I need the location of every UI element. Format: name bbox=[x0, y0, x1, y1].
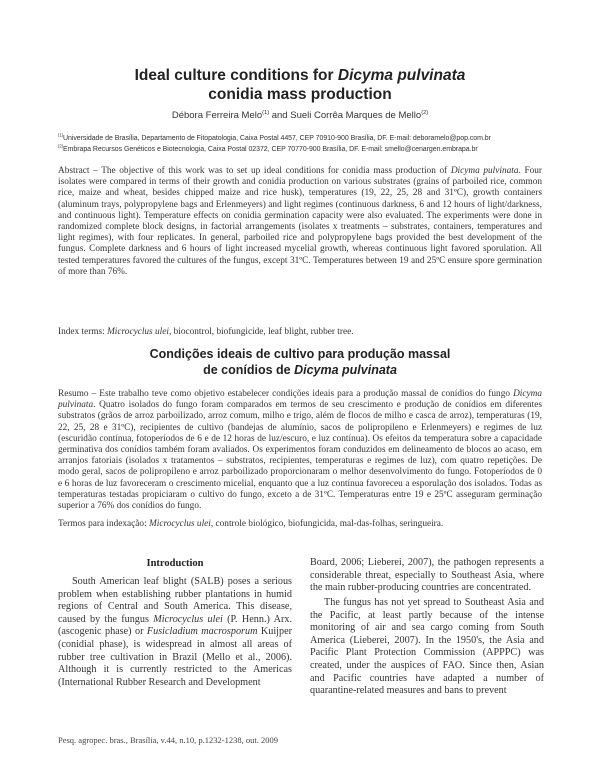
author-2: Sueli Corrêa Marques de Mello bbox=[290, 110, 422, 121]
intro-left-text-3: Kuijper (conidial phase), is widespread in almost all areas of rubber tree cultivation in Brazil (Mello et al., 2006). Although it is currently restricted to the Americas (International Rubber Research and Development bbox=[58, 626, 293, 688]
intro-left-text-2: (P. Henn.) Arx. (ascogenic phase) or bbox=[58, 613, 292, 638]
introduction-heading: Introduction bbox=[146, 558, 204, 569]
pt-title-species: Dicyma pulvinata bbox=[294, 362, 397, 377]
introduction-right-paragraph-2: The fungus has not yet spread to Southeast Asia and the Pacific, at least partly because of the intense monitoring of air and sea cargo coming from South America (Lieberei, 2007). In the 1950's, the Asia and Pacific Plant Protection Commission (APPPC) was created, under the auspices of FAO. Since then, Asian and Pacific countries have adapted a number of quarantine-related measures and bans to prevent bbox=[310, 597, 544, 697]
abstract bbox=[58, 166, 542, 278]
resumo-part1: Resumo – Este trabalho teve como objetivo estabelecer condições ideais para a produção massal de conídios do fungo bbox=[58, 389, 514, 399]
index-terms-italic: Microcyclus ulei bbox=[107, 327, 169, 337]
abstract-species: Dicyma pulvinata bbox=[450, 166, 519, 176]
resumo-part2: . Quatro isolados do fungo foram comparados em termos de seu crescimento e produção de conídios em diferentes substratos (grãos de arroz parboilizado, arroz comum, milho e trigo, além de flocos de milho e casca de arroz), temperaturas (19, 22, 25, 28 e 31ºC), recipientes de cultivo (bandejas de alumínio, sacos de polipropileno e Erlenmeyers) e regimes de luz (escuridão contínua, fotoperíodos de 6 e de 12 horas de luz/escuro, e luz contínua). Os efeitos da temperatura sobre a capacidade germinativa dos conídios também foram avaliados. Os experimentos foram conduzidos em delineamento de blocos ao acaso, em arranjos fatoriais (isolados x tratamentos – substratos, recipientes, temperaturas e regimes de luz), com quatro repetições. De modo geral, sacos de polipropileno e arroz parboilizado proporcionaram o melhor desenvolvimento do fungo. Fotoperíodos de 0 e 6 horas de luz favoreceram o crescimento micelial, enquanto que a luz contínua favoreceu a esporulação dos isolados. Todas as temperaturas testadas propiciaram o cultivo do fungo, exceto a de 31ºC. Temperaturas entre 19 e 25ºC asseguram germinação superior a 76% dos conídios do fungo. bbox=[58, 400, 542, 512]
journal-footer: Pesq. agropec. bras., Brasília, v.44, n.10, p.1232-1238, out. 2009 bbox=[58, 735, 278, 745]
portuguese-title bbox=[40, 347, 560, 378]
index-terms bbox=[58, 327, 542, 337]
title-species: Dicyma pulvinata bbox=[337, 67, 466, 84]
article-title bbox=[40, 66, 560, 104]
affiliation-2 bbox=[58, 143, 558, 153]
affiliation-1 bbox=[58, 132, 558, 142]
pt-title-line2-prefix: de conídios de bbox=[203, 362, 295, 377]
intro-left-italic-2: Fusicladium macrosporum bbox=[146, 626, 258, 638]
author-1: Débora Ferreira Melo bbox=[171, 110, 263, 121]
pt-title-line1: Condições ideais de cultivo para produção massal bbox=[149, 347, 451, 361]
author-connector: and bbox=[269, 110, 291, 121]
affiliation-2-mark: (2) bbox=[58, 143, 63, 149]
termos-indexacao bbox=[58, 519, 542, 529]
introduction-left-column bbox=[58, 576, 292, 689]
abstract-part2: . Four isolates were compared in terms of their growth and conidia production on various substrates (grains of parboiled rice, common rice, maize and wheat, besides chipped maize and rice husk), temperatures (19, 22, 25, 28 and 31ºC), growth containers (aluminum trays, polypropylene bags and Erlenmeyers) and light regimes (continuous darkness, 6 and 12 hours of light/darkness, and continuous light). Temperature effects on conidia germination capacity were also evaluated. The experiments were done in randomized complete block designs, in factorial arrangements (isolates x treatments – substrates, containers, temperatures and light regimes), with four replicates. In general, parboiled rice and polypropylene bags provided the best development of the fungus. Complete darkness and 6 hours of light increased mycelial growth, whereas continuous light favored sporulation. All tested temperatures favored the cultures of the fungus, except 31ºC. Temperatures between 19 and 25ºC ensure spore germination of more than 76%. bbox=[58, 166, 543, 277]
introduction-right-paragraph-1: Board, 2006; Lieberei, 2007), the pathogen represents a considerable threat, especially to Southeast Asia, where the main rubber-producing countries are concentrated. bbox=[310, 557, 544, 594]
affiliation-1-text: Universidade de Brasília, Departamento de Fitopatologia, Caixa Postal 4457, CEP 70910-900 Brasília, DF. E-mail: deboramelo@pop.com.br bbox=[62, 135, 491, 142]
termos-italic: Microcyclus ulei bbox=[149, 519, 211, 529]
resumo bbox=[58, 389, 542, 512]
termos-rest: , controle biológico, biofungicida, mal-das-folhas, seringueira. bbox=[210, 519, 444, 529]
author-2-mark: (2) bbox=[421, 109, 429, 116]
index-terms-rest: , biocontrol, biofungicide, leaf blight, rubber tree. bbox=[168, 327, 354, 337]
intro-left-text-1: South American leaf blight (SALB) poses a serious problem when establishing rubber plantations in humid regions of Central and South America. This disease, caused by the fungus bbox=[58, 576, 292, 625]
author-1-mark: (1) bbox=[262, 109, 270, 116]
resumo-species: Dicyma pulvinata bbox=[58, 389, 542, 411]
abstract-part1: Abstract – The objective of this work was to set up ideal conditions for conidia mass production of bbox=[58, 166, 451, 176]
affiliation-1-mark: (1) bbox=[58, 132, 63, 138]
intro-left-italic-1: Microcyclus ulei bbox=[153, 613, 223, 625]
title-prefix: Ideal culture conditions for bbox=[134, 67, 338, 84]
termos-label: Termos para indexação: bbox=[58, 519, 149, 529]
title-line2: conidia mass production bbox=[208, 86, 392, 103]
authors bbox=[40, 110, 560, 121]
affiliation-2-text: Embrapa Recursos Genéticos e Biotecnologia, Caixa Postal 02372, CEP 70770-900 Brasília, DF. E-mail: smello@cenargen.embrapa.br bbox=[62, 146, 478, 153]
index-terms-label: Index terms: bbox=[58, 327, 108, 337]
